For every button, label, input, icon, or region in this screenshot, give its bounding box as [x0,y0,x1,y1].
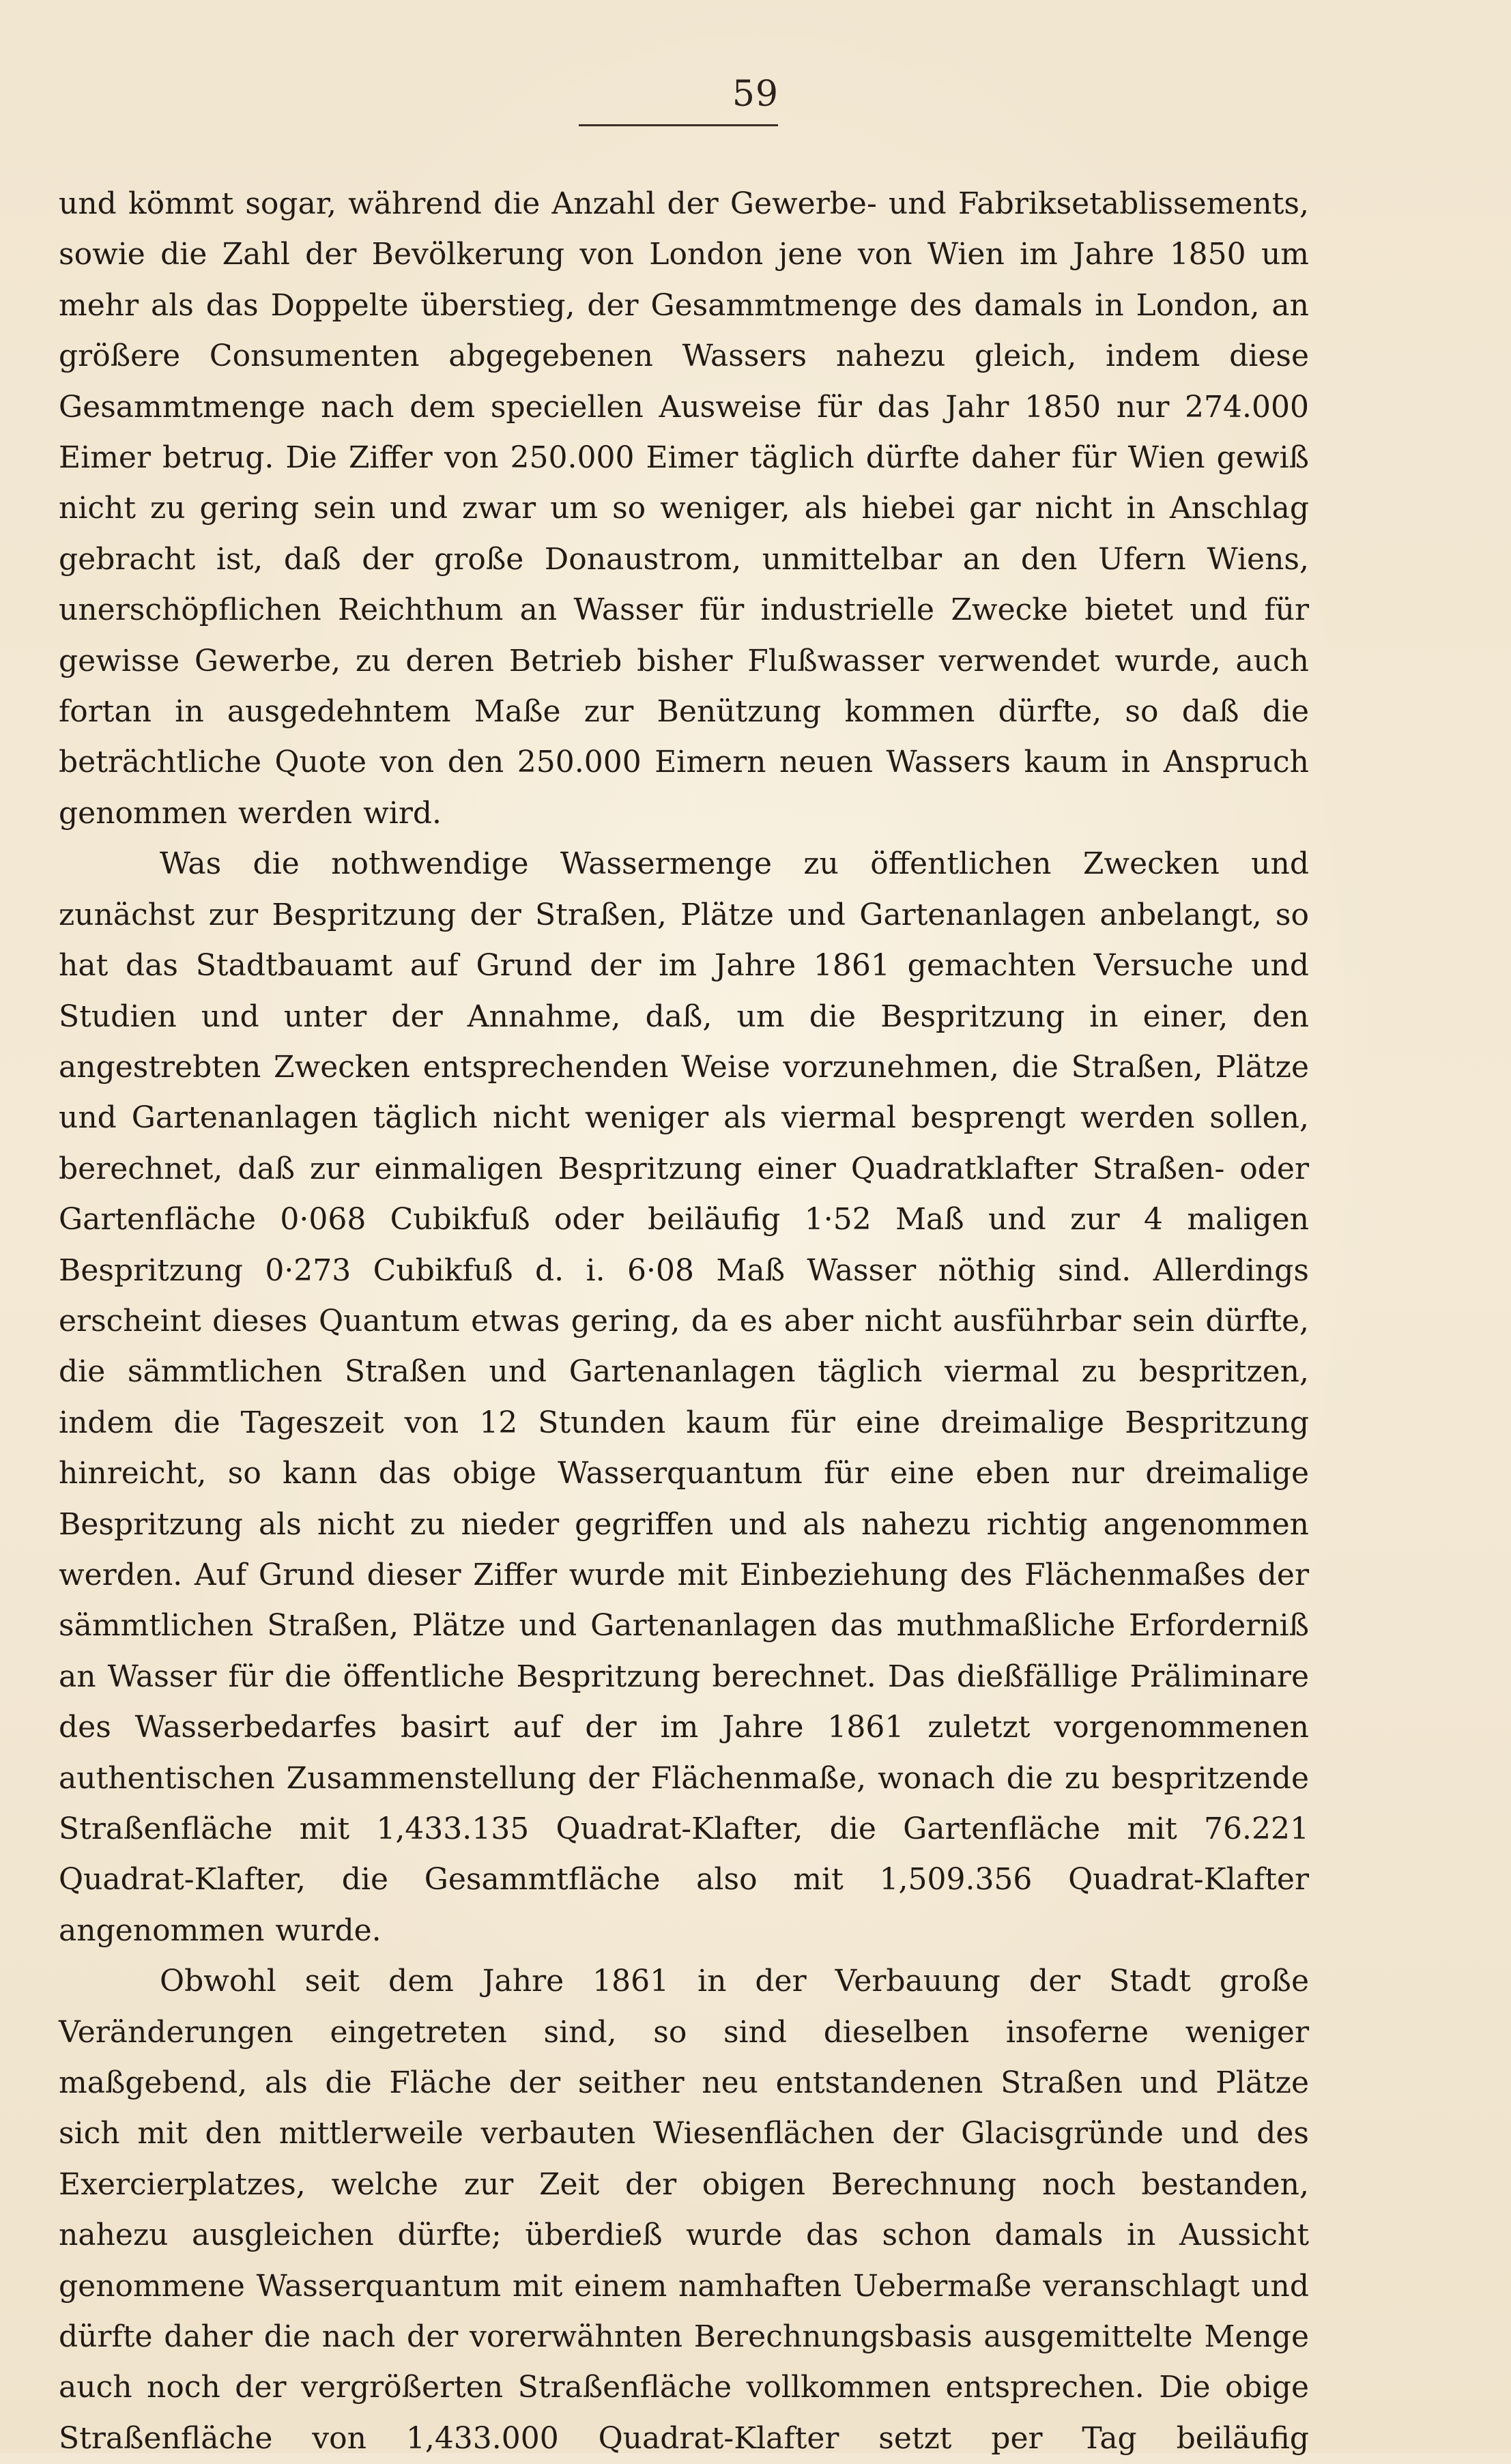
header-rule [579,124,778,126]
paragraph-2: Was die nothwendige Wassermenge zu öffentlichen Zwecken und zunächst zur Bespritzung der Straßen, Plätze und Gartenanlagen anbelangt, so hat das Stadtbauamt auf Grund der im Jahre 1861 gemachten Versuche und Studien und unter der Annahme, daß, um die Bespritzung in einer, den angestrebten Zwecken entsprechenden Weise vorzunehmen, die Straßen, Plätze und Gartenanlagen täglich nicht weniger als viermal besprengt werden sollen, berechnet, daß zur einmaligen Bespritzung einer Quadratklafter Straßen- oder Gartenfläche 0·068 Cubikfuß oder beiläufig 1·52 Maß und zur 4 maligen Bespritzung 0·273 Cubikfuß d. i. 6·08 Maß Wasser nöthig sind. Allerdings erscheint dieses Quantum etwas gering, da es aber nicht ausführbar sein dürfte, die sämmtlichen Straßen und Gartenanlagen täglich viermal zu bespritzen, indem die Tageszeit von 12 Stunden kaum für eine dreimalige Bespritzung hinreicht, so kann das obige Wasserquantum für eine eben nur dreimalige Bespritzung als nicht zu nieder gegriffen und als nahezu richtig angenommen werden. Auf Grund dieser Ziffer wurde mit Einbeziehung des Flächenmaßes der sämmtlichen Straßen, Plätze und Gartenanlagen das muthmaßliche Erforderniß an Wasser für die öffentliche Bespritzung berechnet. Das dießfällige Präliminare des Wasserbedarfes basirt auf der im Jahre 1861 zuletzt vorgenommenen authentischen Zusammenstellung der Flächenmaße, wonach die zu bespritzende Straßenfläche mit 1,433.135 Quadrat-Klafter, die Gartenfläche mit 76.221 Quadrat-Klafter, die Gesammtfläche also mit 1,509.356 Quadrat-Klafter angenommen wurde. [59,846,1309,1948]
body-text [59,179,1309,2464]
paragraph-1: und kömmt sogar, während die Anzahl der Gewerbe- und Fabriksetablissements, sowie die Zahl der Bevölkerung von London jene von Wien im Jahre 1850 um mehr als das Doppelte überstieg, der Gesammtmenge des damals in London, an größere Consumenten abgegebenen Wassers nahezu gleich, indem diese Gesammtmenge nach dem speciellen Ausweise für das Jahr 1850 nur 274.000 Eimer betrug. Die Ziffer von 250.000 Eimer täglich dürfte daher für Wien gewiß nicht zu gering sein und zwar um so weniger, als hiebei gar nicht in Anschlag gebracht ist, daß der große Donaustrom, unmittelbar an den Ufern Wiens, unerschöpflichen Reichthum an Wasser für industrielle Zwecke bietet und für gewisse Gewerbe, zu deren Betrieb bisher Flußwasser verwendet wurde, auch fortan in ausgedehntem Maße zur Benützung kommen dürfte, so daß die beträchtliche Quote von den 250.000 Eimern neuen Wassers kaum in Anspruch genommen werden wird. [59,186,1309,831]
page-number: 59 [732,74,779,115]
paragraph-3: Obwohl seit dem Jahre 1861 in der Verbauung der Stadt große Veränderungen eingetreten sind, so sind dieselben insoferne weniger maßgebend, als die Fläche der seither neu entstandenen Straßen und Plätze sich mit den mittlerweile verbauten Wiesenflächen der Glacisgründe und des Exercierplatzes, welche zur Zeit der obigen Berechnung noch bestanden, nahezu ausgleichen dürfte; überdieß wurde das schon damals in Aussicht genommene Wasserquantum mit einem namhaften Uebermaße veranschlagt und dürfte daher die nach der vorerwähnten Berechnungsbasis ausgemittelte Menge auch noch der vergrößerten Straßenfläche vollkommen entsprechen. Die obige Straßenfläche von 1,433.000 Quadrat-Klafter setzt per Tag beiläufig [59,1964,1309,2456]
